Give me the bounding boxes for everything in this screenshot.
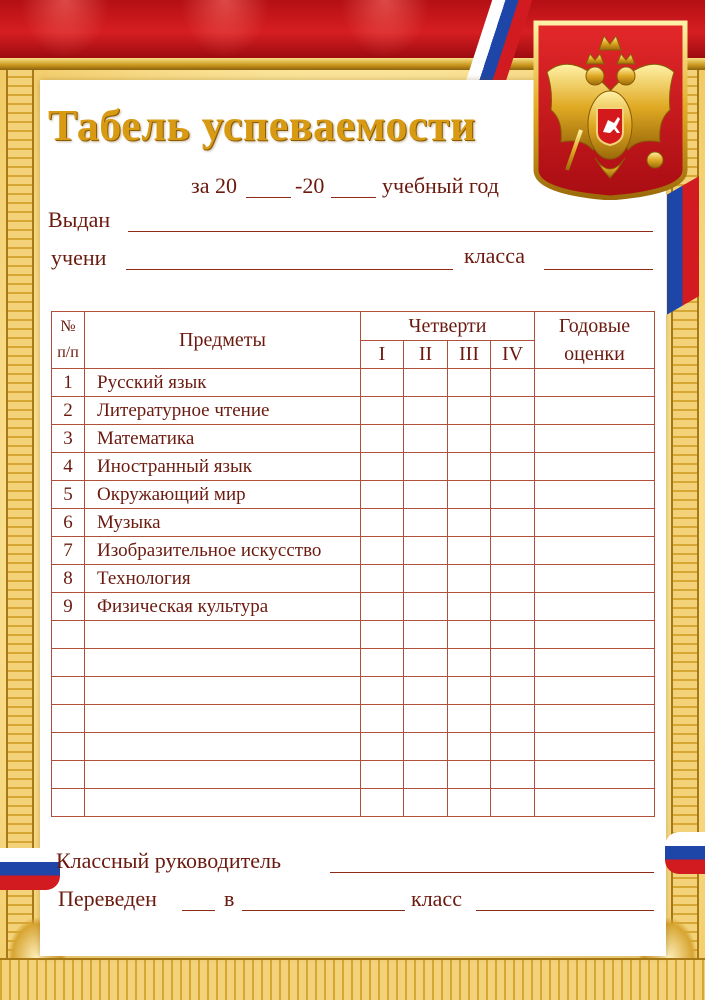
annual-grade-cell[interactable] bbox=[535, 733, 655, 761]
quarter-grade-cell[interactable] bbox=[491, 537, 535, 565]
quarter-grade-cell[interactable] bbox=[491, 593, 535, 621]
row-number: 6 bbox=[52, 509, 85, 537]
quarter-grade-cell[interactable] bbox=[404, 649, 448, 677]
quarter-grade-cell[interactable] bbox=[491, 369, 535, 397]
table-row bbox=[52, 397, 655, 425]
quarter-grade-cell[interactable] bbox=[491, 509, 535, 537]
annual-grade-cell[interactable] bbox=[535, 593, 655, 621]
quarter-grade-cell[interactable] bbox=[491, 425, 535, 453]
quarter-grade-cell[interactable] bbox=[491, 761, 535, 789]
quarter-grade-cell[interactable] bbox=[448, 705, 491, 733]
subject-name[interactable]: Технология bbox=[85, 565, 361, 593]
table-row bbox=[52, 509, 655, 537]
quarter-grade-cell[interactable] bbox=[491, 481, 535, 509]
quarter-grade-cell[interactable] bbox=[404, 761, 448, 789]
row-number: 7 bbox=[52, 537, 85, 565]
quarter-grade-cell[interactable] bbox=[361, 761, 404, 789]
promoted-label: Переведен bbox=[58, 886, 157, 911]
row-number: 2 bbox=[52, 397, 85, 425]
row-number: 9 bbox=[52, 593, 85, 621]
quarter-grade-cell[interactable] bbox=[361, 565, 404, 593]
table-row bbox=[52, 705, 655, 733]
quarter-grade-cell[interactable] bbox=[361, 481, 404, 509]
quarter-grade-cell[interactable] bbox=[404, 565, 448, 593]
promoted-grade-field[interactable] bbox=[242, 910, 405, 911]
row-number: 5 bbox=[52, 481, 85, 509]
row-number bbox=[52, 789, 85, 817]
quarter-grade-cell[interactable] bbox=[361, 397, 404, 425]
class-field[interactable] bbox=[544, 269, 653, 270]
quarter-grade-cell[interactable] bbox=[361, 621, 404, 649]
quarter-grade-cell[interactable] bbox=[361, 789, 404, 817]
subject-name[interactable]: Русский язык bbox=[85, 369, 361, 397]
column-header-subjects: Предметы bbox=[85, 312, 361, 369]
subject-name[interactable] bbox=[85, 733, 361, 761]
quarter-grade-cell[interactable] bbox=[404, 453, 448, 481]
quarter-grade-cell[interactable] bbox=[448, 397, 491, 425]
quarter-grade-cell[interactable] bbox=[404, 593, 448, 621]
quarter-grade-cell[interactable] bbox=[361, 677, 404, 705]
subject-name[interactable] bbox=[85, 621, 361, 649]
subject-name[interactable]: Математика bbox=[85, 425, 361, 453]
russian-flag-ribbon-icon bbox=[0, 848, 60, 890]
quarter-grade-cell[interactable] bbox=[491, 677, 535, 705]
annual-grade-cell[interactable] bbox=[535, 369, 655, 397]
annual-grade-cell[interactable] bbox=[535, 397, 655, 425]
drape-fold bbox=[20, 0, 110, 58]
student-name-field[interactable] bbox=[126, 269, 453, 270]
quarter-grade-cell[interactable] bbox=[361, 453, 404, 481]
quarter-grade-cell[interactable] bbox=[361, 425, 404, 453]
quarter-grade-cell[interactable] bbox=[448, 453, 491, 481]
annual-grade-cell[interactable] bbox=[535, 677, 655, 705]
annual-grade-cell[interactable] bbox=[535, 705, 655, 733]
column-header-quarters: Четверти bbox=[361, 312, 535, 341]
row-number: 3 bbox=[52, 425, 85, 453]
quarter-grade-cell[interactable] bbox=[448, 425, 491, 453]
row-number bbox=[52, 733, 85, 761]
quarter-grade-cell[interactable] bbox=[404, 733, 448, 761]
annual-grade-cell[interactable] bbox=[535, 789, 655, 817]
russian-coat-of-arms-icon bbox=[533, 20, 688, 200]
annual-grade-cell[interactable] bbox=[535, 425, 655, 453]
quarter-grade-cell[interactable] bbox=[404, 509, 448, 537]
quarter-grade-cell[interactable] bbox=[448, 621, 491, 649]
quarter-grade-cell[interactable] bbox=[491, 397, 535, 425]
quarter-grade-cell[interactable] bbox=[448, 789, 491, 817]
quarter-grade-cell[interactable] bbox=[448, 649, 491, 677]
quarter-grade-cell[interactable] bbox=[361, 509, 404, 537]
column-header-number bbox=[52, 312, 85, 369]
table-row bbox=[52, 761, 655, 789]
row-number: 8 bbox=[52, 565, 85, 593]
quarter-header: III bbox=[448, 341, 491, 369]
quarter-grade-cell[interactable] bbox=[404, 481, 448, 509]
quarter-grade-cell[interactable] bbox=[361, 537, 404, 565]
annual-grade-cell[interactable] bbox=[535, 565, 655, 593]
quarter-grade-cell[interactable] bbox=[448, 733, 491, 761]
annual-grade-cell[interactable] bbox=[535, 481, 655, 509]
table-row bbox=[52, 621, 655, 649]
table-row bbox=[52, 453, 655, 481]
quarter-header: II bbox=[404, 341, 448, 369]
row-number bbox=[52, 705, 85, 733]
year-start-field[interactable] bbox=[246, 197, 291, 198]
subject-name[interactable]: Изобразительное искусство bbox=[85, 537, 361, 565]
row-number: 4 bbox=[52, 453, 85, 481]
quarter-grade-cell[interactable] bbox=[404, 425, 448, 453]
year-prefix-label: за 20 bbox=[191, 173, 237, 198]
subject-name[interactable]: Окружающий мир bbox=[85, 481, 361, 509]
quarter-grade-cell[interactable] bbox=[404, 789, 448, 817]
quarter-header: IV bbox=[491, 341, 535, 369]
table-row bbox=[52, 565, 655, 593]
quarter-header: I bbox=[361, 341, 404, 369]
table-row bbox=[52, 649, 655, 677]
table-row bbox=[52, 369, 655, 397]
drape-fold bbox=[340, 0, 430, 58]
table-row bbox=[52, 677, 655, 705]
drape-fold bbox=[180, 0, 270, 58]
quarter-grade-cell[interactable] bbox=[491, 453, 535, 481]
annual-grade-cell[interactable] bbox=[535, 761, 655, 789]
quarter-grade-cell[interactable] bbox=[448, 537, 491, 565]
subject-name[interactable] bbox=[85, 789, 361, 817]
subject-name[interactable] bbox=[85, 677, 361, 705]
annual-grade-cell[interactable] bbox=[535, 649, 655, 677]
quarter-grade-cell[interactable] bbox=[404, 705, 448, 733]
promoted-class-field[interactable] bbox=[476, 910, 654, 911]
issued-label: Выдан bbox=[48, 207, 111, 232]
russian-flag-ribbon-icon bbox=[665, 832, 705, 874]
subject-name[interactable]: Иностранный язык bbox=[85, 453, 361, 481]
quarter-grade-cell[interactable] bbox=[448, 761, 491, 789]
quarter-grade-cell[interactable] bbox=[404, 397, 448, 425]
quarter-grade-cell[interactable] bbox=[491, 733, 535, 761]
promoted-status-field[interactable] bbox=[182, 910, 215, 911]
issued-field[interactable] bbox=[128, 231, 653, 232]
annual-grade-cell[interactable] bbox=[535, 509, 655, 537]
table-row bbox=[52, 593, 655, 621]
quarter-grade-cell[interactable] bbox=[361, 593, 404, 621]
row-number bbox=[52, 761, 85, 789]
year-end-field[interactable] bbox=[331, 197, 376, 198]
page-title: Табель успеваемости bbox=[48, 101, 476, 150]
annual-grade-cell[interactable] bbox=[535, 453, 655, 481]
quarter-grade-cell[interactable] bbox=[448, 369, 491, 397]
quarter-grade-cell[interactable] bbox=[361, 369, 404, 397]
quarter-grade-cell[interactable] bbox=[404, 621, 448, 649]
quarter-grade-cell[interactable] bbox=[448, 677, 491, 705]
quarter-grade-cell[interactable] bbox=[491, 789, 535, 817]
quarter-grade-cell[interactable] bbox=[491, 621, 535, 649]
table-row bbox=[52, 481, 655, 509]
quarter-grade-cell[interactable] bbox=[404, 369, 448, 397]
quarter-grade-cell[interactable] bbox=[448, 565, 491, 593]
row-number bbox=[52, 621, 85, 649]
quarter-grade-cell[interactable] bbox=[491, 705, 535, 733]
subject-name[interactable]: Физическая культура bbox=[85, 593, 361, 621]
annual-grade-cell[interactable] bbox=[535, 621, 655, 649]
quarter-grade-cell[interactable] bbox=[361, 705, 404, 733]
quarter-grade-cell[interactable] bbox=[491, 565, 535, 593]
table-row bbox=[52, 733, 655, 761]
quarter-grade-cell[interactable] bbox=[404, 677, 448, 705]
quarter-grade-cell[interactable] bbox=[448, 481, 491, 509]
quarter-grade-cell[interactable] bbox=[361, 733, 404, 761]
promoted-class-label: класс bbox=[411, 886, 462, 911]
table-row bbox=[52, 537, 655, 565]
column-header-number-abbr: п/п bbox=[57, 344, 79, 361]
bottom-ornament-border bbox=[0, 958, 705, 1000]
row-number bbox=[52, 677, 85, 705]
quarter-grade-cell[interactable] bbox=[361, 649, 404, 677]
column-header-number-symbol: № bbox=[60, 318, 76, 335]
subject-name[interactable]: Музыка bbox=[85, 509, 361, 537]
row-number: 1 bbox=[52, 369, 85, 397]
subject-name[interactable]: Литературное чтение bbox=[85, 397, 361, 425]
left-ornament-border bbox=[6, 70, 34, 960]
class-teacher-field[interactable] bbox=[330, 872, 654, 873]
quarter-grade-cell[interactable] bbox=[404, 537, 448, 565]
table-row bbox=[52, 789, 655, 817]
subject-name[interactable] bbox=[85, 705, 361, 733]
column-header-annual: Годовые оценки bbox=[535, 312, 655, 369]
quarter-grade-cell[interactable] bbox=[491, 649, 535, 677]
year-middle-label: -20 bbox=[295, 173, 325, 198]
year-suffix-label: учебный год bbox=[382, 173, 499, 198]
table-row bbox=[52, 425, 655, 453]
quarter-grade-cell[interactable] bbox=[448, 509, 491, 537]
subject-name[interactable] bbox=[85, 649, 361, 677]
student-label: учени bbox=[51, 245, 107, 270]
quarter-grade-cell[interactable] bbox=[448, 593, 491, 621]
subject-name[interactable] bbox=[85, 761, 361, 789]
annual-grade-cell[interactable] bbox=[535, 537, 655, 565]
class-label: класса bbox=[464, 243, 525, 268]
grades-table bbox=[51, 311, 655, 817]
class-teacher-label: Классный руководитель bbox=[56, 848, 282, 873]
promoted-in-label: в bbox=[224, 886, 235, 911]
row-number bbox=[52, 649, 85, 677]
